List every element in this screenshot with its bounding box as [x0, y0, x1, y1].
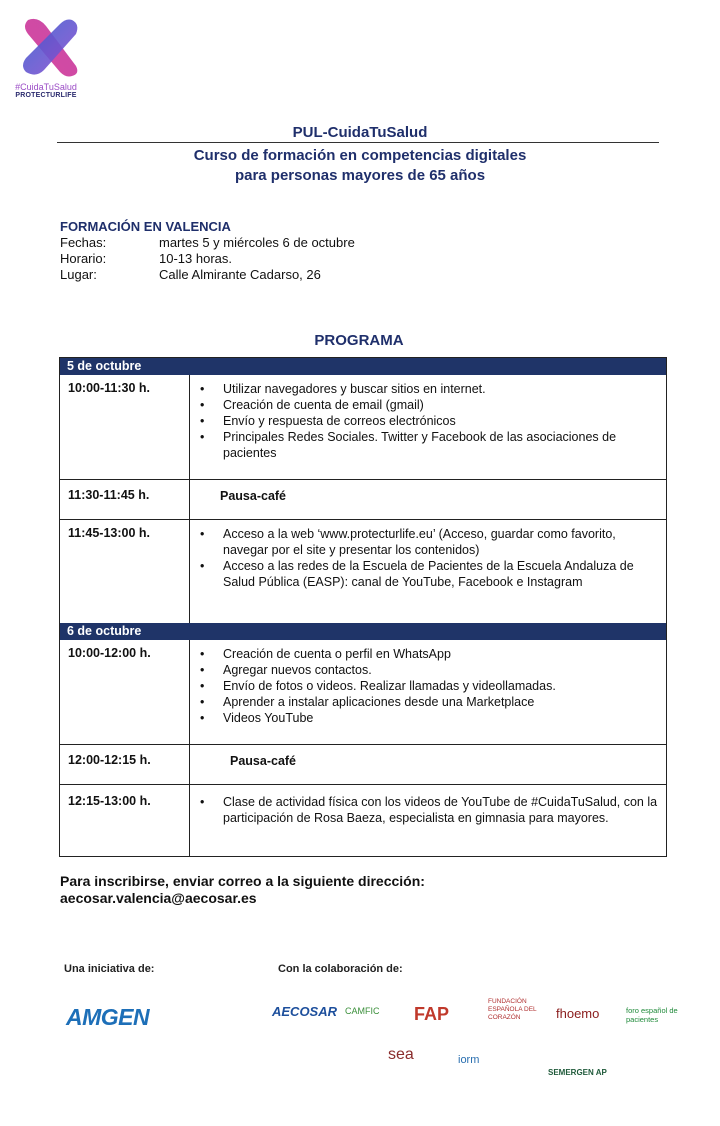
slot-content — [190, 480, 666, 519]
amgen-logo: AMGEN — [66, 1004, 150, 1030]
partner-logo-aecosar: AECOSAR — [272, 1004, 338, 1019]
slot-time: 11:30-11:45 h. — [60, 480, 190, 519]
info-value: martes 5 y miércoles 6 de octubre — [159, 235, 355, 250]
title-divider — [57, 142, 659, 143]
subtitle-line-1: Curso de formación en competencias digitales — [193, 147, 527, 164]
list-item: • Agregar nuevos contactos. — [198, 662, 658, 678]
slot-time: 11:45-13:00 h. — [60, 520, 190, 623]
slot-content — [190, 640, 666, 744]
program-table — [59, 357, 667, 857]
list-item: • Creación de cuenta de email (gmail) — [198, 397, 658, 413]
slot-content — [190, 520, 666, 623]
info-row-dates — [60, 235, 355, 251]
info-row-place — [60, 267, 355, 283]
training-info — [60, 219, 355, 283]
protecturlife-logo — [10, 14, 100, 99]
info-row-schedule — [60, 251, 355, 267]
partner-logo-iorm: iorm — [458, 1054, 480, 1066]
table-row — [60, 519, 666, 623]
list-item: • Acceso a la web ‘www.protecturlife.eu’ (Acceso, guardar como favorito, navegar por el site y presentar los contenidos) — [198, 526, 658, 558]
partner-logo-semergen: SEMERGEN AP — [548, 1068, 607, 1077]
day-header: 6 de octubre — [60, 623, 666, 640]
partner-logo-fhoemo: fhoemo — [556, 1006, 600, 1021]
table-row — [60, 479, 666, 519]
table-row — [60, 784, 666, 856]
slot-content — [190, 745, 666, 784]
day-header: 5 de octubre — [60, 358, 666, 375]
list-item: • Utilizar navegadores y buscar sitios en internet. — [198, 381, 658, 397]
document-subtitle — [0, 146, 720, 186]
info-label: Horario: — [60, 251, 107, 266]
pause-label: Pausa-café — [220, 489, 287, 503]
slot-time: 10:00-12:00 h. — [60, 640, 190, 744]
pause-label: Pausa-café — [230, 754, 297, 768]
info-value: 10-13 horas. — [159, 251, 232, 266]
info-label: Fechas: — [60, 235, 107, 250]
list-item: • Principales Redes Sociales. Twitter y Facebook de las asociaciones de pacientes — [198, 429, 658, 461]
list-item: • Aprender a instalar aplicaciones desde una Marketplace — [198, 694, 658, 710]
initiative-label: Una iniciativa de: — [64, 963, 155, 975]
partner-logo-corazon: FUNDACIÓN ESPAÑOLA DEL CORAZÓN — [488, 998, 537, 1021]
training-heading: FORMACIÓN EN VALENCIA — [60, 219, 231, 234]
partner-logo-foro-pacientes: foro español de pacientes — [626, 1006, 678, 1024]
slot-content — [190, 785, 666, 856]
table-row — [60, 640, 666, 744]
signup-text: Para inscribirse, enviar correo a la siguiente dirección: — [60, 873, 425, 889]
slot-time: 12:00-12:15 h. — [60, 745, 190, 784]
list-item: • Envío y respuesta de correos electrónicos — [198, 413, 658, 429]
list-item: • Acceso a las redes de la Escuela de Pacientes de la Escuela Andaluza de Salud Pública (EASP): canal de YouTube, Facebook e Instagram — [198, 558, 658, 590]
table-row — [60, 744, 666, 784]
slot-content — [190, 375, 666, 479]
signup-info — [60, 873, 425, 907]
list-item: • Envío de fotos o videos. Realizar llamadas y videollamadas. — [198, 678, 658, 694]
logo-brand-name: PROTECTURLIFE — [15, 92, 77, 99]
partner-logo-camfic: CAMFIC — [345, 1006, 380, 1016]
collaboration-label: Con la colaboración de: — [278, 963, 403, 975]
partner-logo-fap: FAP — [414, 1004, 450, 1024]
cross-logo-icon — [14, 14, 90, 80]
slot-time: 10:00-11:30 h. — [60, 375, 190, 479]
program-heading: PROGRAMA — [314, 332, 404, 349]
document-title: PUL-CuidaTuSalud — [292, 124, 428, 141]
slot-time: 12:15-13:00 h. — [60, 785, 190, 856]
list-item: • Clase de actividad física con los videos de YouTube de #CuidaTuSalud, con la participación de Rosa Baeza, especialista en gimnasia para mayores. — [198, 794, 658, 826]
list-item: • Creación de cuenta o perfil en WhatsApp — [198, 646, 658, 662]
info-value: Calle Almirante Cadarso, 26 — [159, 267, 321, 282]
info-label: Lugar: — [60, 267, 97, 282]
subtitle-line-2: para personas mayores de 65 años — [234, 167, 486, 184]
table-row — [60, 375, 666, 479]
signup-email-link[interactable]: aecosar.valencia@aecosar.es — [60, 890, 257, 906]
list-item: • Videos YouTube — [198, 710, 658, 726]
logo-hashtag: #CuidaTuSalud — [15, 82, 77, 92]
partner-logo-sea: sea — [388, 1046, 414, 1063]
